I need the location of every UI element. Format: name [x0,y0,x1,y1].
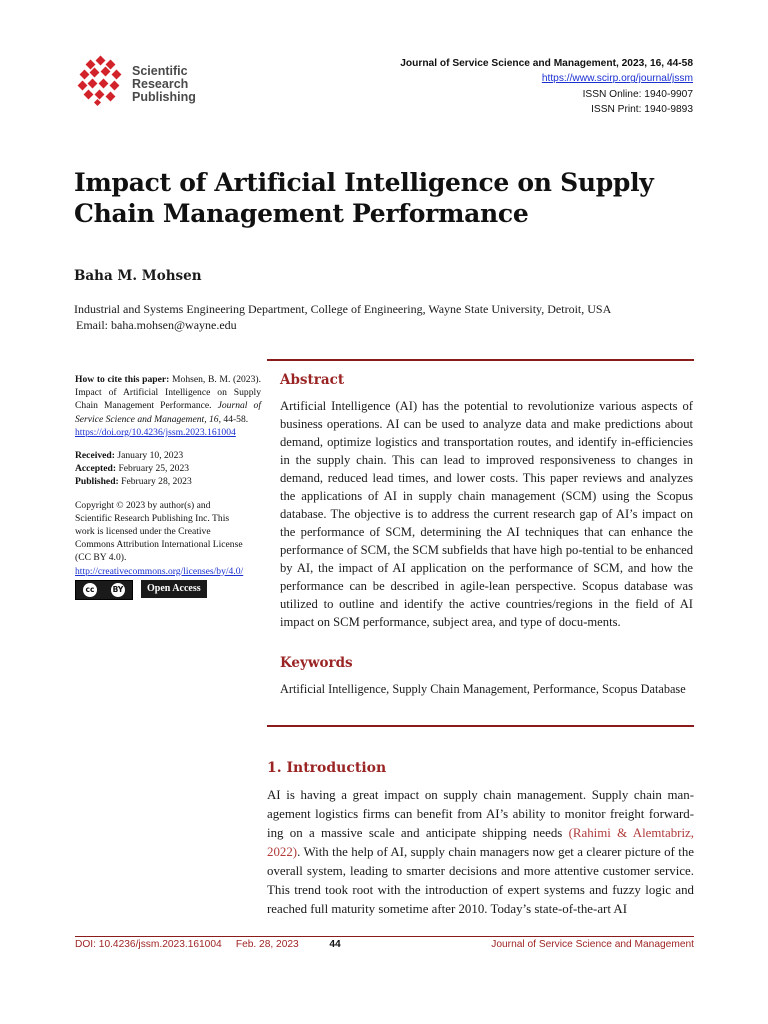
cc-by-badge[interactable] [75,580,133,600]
abstract-heading: Abstract [280,372,345,388]
abstract-bottom-rule [267,725,694,727]
logo-line-3: Publishing [132,90,196,104]
abstract-text: Artificial Intelligence (AI) has the potential to revolutionize various aspects of business operations. AI can be used to analyze data and make predictions about demand, optimize logistics and transportation routes, and identify in-efficiencies in the supply chain. This can lead to improved responsiveness to changes in demand, reduced lead times, and lower costs. This paper reviews and analyzes the applications of AI in supply chain management (SCM) using the Scopus database. The objective is to address the current research gap of AI’s impact on the performance of SCM, determining the AI techniques that can enhance the performance of SCM, the SCM subfields that have high po-tential to be enhanced by AI, the impact of AI application on the performance of SCM, and how the performance can be described in agile-lean perspective. Scopus database was utilized to outline and identify the active countries/regions in the field of AI impact on SCM performance, subject area, and type of docu-ments. [280,399,693,629]
affiliation: Industrial and Systems Engineering Department, College of Engineering, Wayne State University, Detroit, USA [74,302,612,316]
diamond-logo-icon [77,55,129,107]
by-icon: BY [111,583,125,597]
copyright-block [75,499,261,578]
cite-text: Mohsen, B. M. (2023). Impact of Artificial Intelligence on Supply Chain Management Performance. [75,374,261,412]
cite-pages: 44-58. [223,413,249,425]
footer-rule [75,936,694,937]
citation-link[interactable]: (Rahimi & Alemtabriz, 2022) [267,826,694,859]
page-number: 44 [329,939,341,950]
introduction-text [267,786,694,919]
footer-doi: DOI: 10.4236/jssm.2023.161004 [75,939,222,950]
journal-url-link[interactable]: https://www.scirp.org/journal/jssm [541,73,693,85]
keywords-text: Artificial Intelligence, Supply Chain Management, Performance, Scopus Database [280,682,686,696]
publisher-logo [77,55,207,107]
page-footer [75,939,694,950]
footer-doi-date [75,939,299,950]
issn-print: ISSN Print: 1940-9893 [591,104,693,116]
issn-online: ISSN Online: 1940-9907 [582,88,693,100]
footer-journal: Journal of Service Science and Management [491,939,694,950]
title-line-1: Impact of Artificial Intelligence on Supply [74,168,654,197]
cite-journal: Journal of Service Science and Management, 16, [75,400,261,425]
footer-date: Feb. 28, 2023 [235,939,299,950]
open-access-badge: Open Access [141,580,207,598]
intro-text-part-2: . With the help of AI, supply chain managers now get a clearer picture of the overall system, leading to smarter decisions and more attentive customer service. This trend took root with the introduction of expert systems and fuzzy logic and reached full maturity sometime after 2010. Today’s state-of-the-art AI [267,845,694,916]
copyright-text: Copyright © 2023 by author(s) and Scientific Research Publishing Inc. This work is licensed under the Creative Commons Attribution International License (CC BY 4.0). [75,499,243,564]
title-line-2: Chain Management Performance [74,199,529,228]
intro-text-part-1: AI is having a great impact on supply chain management. Supply chain man-agement logistics firms can benefit from AI’s ability to monitor freight forward-ing on a massive scale and anticipate shipping needs [267,788,694,840]
keywords-heading: Keywords [280,655,353,671]
cc-icon: cc [83,583,97,597]
journal-citation: Journal of Service Science and Management, 2023, 16, 44-58 [400,58,693,69]
cite-doi-link[interactable]: https://doi.org/10.4236/jssm.2023.161004 [75,426,236,438]
published-label: Published: [75,476,119,488]
logo-line-2: Research [132,77,189,91]
article-info-sidebar [75,373,261,600]
license-badges [75,580,261,600]
received-label: Received: [75,450,115,462]
author-name: Baha M. Mohsen [74,268,202,284]
abstract-top-rule [267,359,694,361]
accepted-label: Accepted: [75,463,117,475]
license-link[interactable]: http://creativecommons.org/licenses/by/4.0/ [75,565,244,577]
author-email: Email: baha.mohsen@wayne.edu [76,318,237,332]
logo-line-1: Scientific [132,64,188,78]
dates-block [75,449,261,489]
cite-label: How to cite this paper: [75,374,170,385]
journal-header [400,56,693,118]
introduction-heading: 1. Introduction [267,760,387,776]
citation-block [75,373,261,439]
received-date: January 10, 2023 [117,450,184,462]
published-date: February 28, 2023 [121,476,192,488]
paper-title [74,167,694,229]
accepted-date: February 25, 2023 [118,463,190,475]
